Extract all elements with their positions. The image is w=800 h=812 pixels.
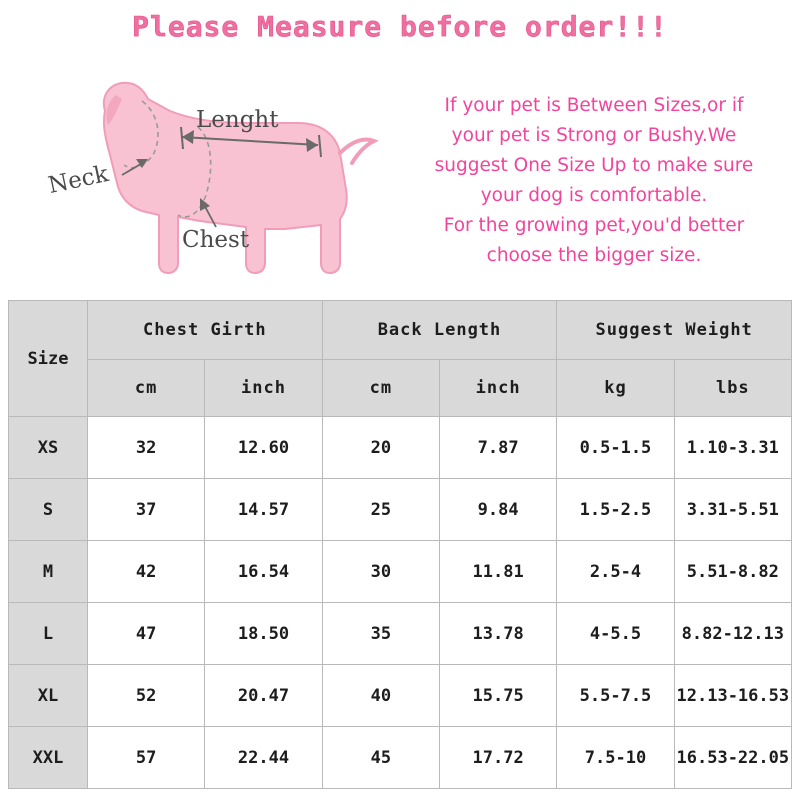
cell-back-cm: 45 [322, 727, 439, 789]
table-row [9, 417, 792, 479]
cell-back-inch: 9.84 [439, 479, 556, 541]
table-row [9, 727, 792, 789]
cell-weight-kg: 2.5-4 [557, 541, 674, 603]
note-line-2: your pet is Strong or Bushy.We [451, 124, 737, 146]
header-size: Size [9, 301, 88, 417]
header-group-row [9, 301, 792, 360]
cell-weight-lbs: 1.10-3.31 [674, 417, 791, 479]
cell-chest-cm: 57 [88, 727, 205, 789]
header-chest-girth: Chest Girth [88, 301, 323, 360]
note-line-6: choose the bigger size. [486, 244, 702, 266]
note-line-5: For the growing pet,you'd better [443, 214, 745, 236]
cell-back-inch: 13.78 [439, 603, 556, 665]
cell-chest-cm: 37 [88, 479, 205, 541]
cell-weight-kg: 0.5-1.5 [557, 417, 674, 479]
subheader-back-cm: cm [322, 360, 439, 417]
table-body [9, 417, 792, 789]
label-chest: Chest [182, 226, 250, 253]
cell-size: XL [9, 665, 88, 727]
cell-back-inch: 17.72 [439, 727, 556, 789]
cell-chest-inch: 16.54 [205, 541, 322, 603]
dog-diagram [30, 49, 390, 289]
subheader-weight-lbs: lbs [674, 360, 791, 417]
cell-weight-lbs: 5.51-8.82 [674, 541, 791, 603]
page-title: Please Measure before order!!! [132, 10, 668, 43]
illustration-area [0, 43, 800, 291]
table-row [9, 603, 792, 665]
cell-weight-lbs: 12.13-16.53 [674, 665, 791, 727]
cell-size: XXL [9, 727, 88, 789]
cell-chest-cm: 32 [88, 417, 205, 479]
cell-weight-kg: 4-5.5 [557, 603, 674, 665]
header-back-length: Back Length [322, 301, 557, 360]
header-suggest-weight: Suggest Weight [557, 301, 792, 360]
label-neck: Neck [45, 160, 111, 199]
subheader-chest-inch: inch [205, 360, 322, 417]
header-sub-row [9, 360, 792, 417]
cell-weight-lbs: 3.31-5.51 [674, 479, 791, 541]
cell-weight-kg: 5.5-7.5 [557, 665, 674, 727]
sizing-note [398, 91, 790, 271]
cell-weight-kg: 7.5-10 [557, 727, 674, 789]
cell-chest-cm: 52 [88, 665, 205, 727]
size-table [8, 300, 792, 789]
subheader-back-inch: inch [439, 360, 556, 417]
cell-weight-kg: 1.5-2.5 [557, 479, 674, 541]
cell-chest-inch: 14.57 [205, 479, 322, 541]
cell-chest-cm: 42 [88, 541, 205, 603]
table-header [9, 301, 792, 417]
cell-size: XS [9, 417, 88, 479]
subheader-weight-kg: kg [557, 360, 674, 417]
cell-chest-cm: 47 [88, 603, 205, 665]
cell-back-cm: 20 [322, 417, 439, 479]
cell-chest-inch: 20.47 [205, 665, 322, 727]
cell-back-cm: 40 [322, 665, 439, 727]
label-length: Lenght [196, 106, 279, 133]
cell-chest-inch: 22.44 [205, 727, 322, 789]
cell-back-cm: 35 [322, 603, 439, 665]
cell-chest-inch: 18.50 [205, 603, 322, 665]
note-line-1: If your pet is Between Sizes,or if [444, 94, 744, 116]
cell-back-cm: 25 [322, 479, 439, 541]
cell-size: M [9, 541, 88, 603]
cell-back-inch: 7.87 [439, 417, 556, 479]
cell-back-inch: 11.81 [439, 541, 556, 603]
cell-size: S [9, 479, 88, 541]
cell-weight-lbs: 16.53-22.05 [674, 727, 791, 789]
note-line-4: your dog is comfortable. [480, 184, 708, 206]
cell-back-inch: 15.75 [439, 665, 556, 727]
note-line-3: suggest One Size Up to make sure [434, 154, 754, 176]
cell-weight-lbs: 8.82-12.13 [674, 603, 791, 665]
cell-size: L [9, 603, 88, 665]
table-row [9, 541, 792, 603]
cell-chest-inch: 12.60 [205, 417, 322, 479]
subheader-chest-cm: cm [88, 360, 205, 417]
size-chart [8, 300, 792, 789]
cell-back-cm: 30 [322, 541, 439, 603]
table-row [9, 665, 792, 727]
table-row [9, 479, 792, 541]
